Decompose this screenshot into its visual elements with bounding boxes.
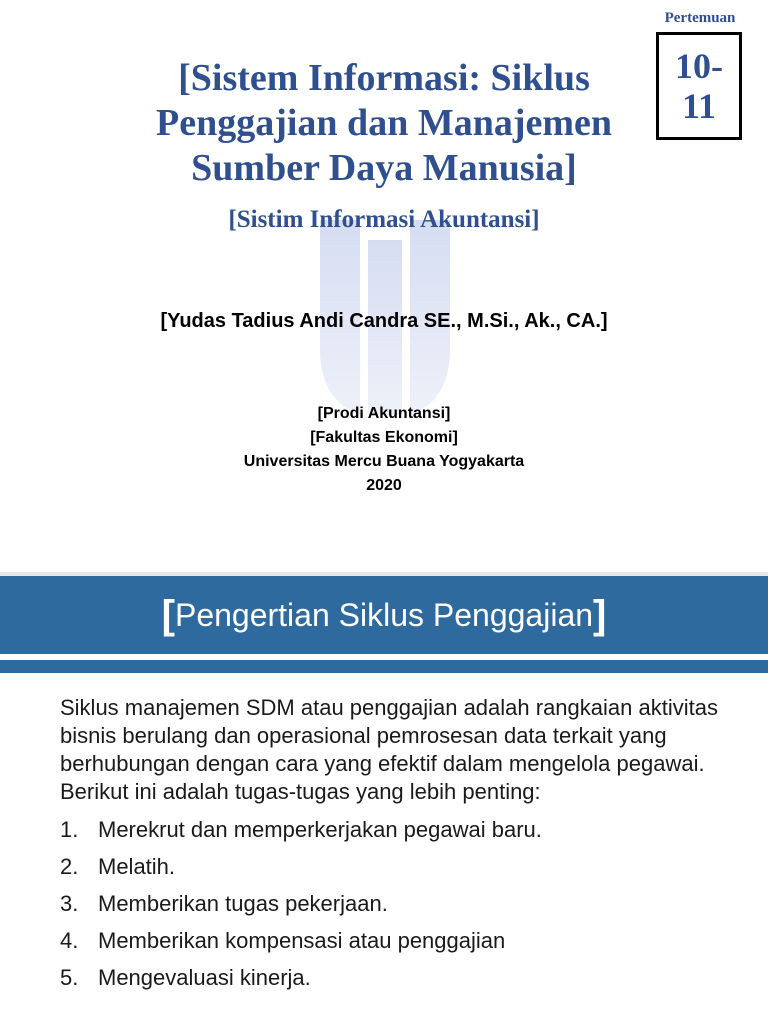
list-number: 3. (60, 891, 79, 916)
slide-title (60, 56, 708, 191)
list-number: 2. (60, 854, 79, 879)
meeting-number-line-2: 11 (681, 86, 716, 126)
meeting-label: Pertemuan (664, 10, 736, 26)
list-item (60, 890, 740, 918)
intro-paragraph: Siklus manajemen SDM atau penggajian adalah rangkaian aktivitas bisnis berulang dan operasional pemrosesan data terkait yang berhubungan dengan cara yang efektif dalam mengelola pegawai. Berikut ini adalah tugas-tugas yang lebih penting: (60, 695, 718, 804)
title-line-2: Penggajian dan Manajemen (156, 102, 612, 144)
banner-underline (0, 660, 768, 673)
list-item (60, 927, 740, 955)
title-line-3: Sumber Daya Manusia] (191, 147, 577, 189)
list-number: 5. (60, 965, 79, 990)
program-name: [Prodi Akuntansi] (317, 405, 451, 422)
affiliation-block (134, 402, 634, 498)
list-text: Memberikan tugas pekerjaan. (98, 891, 388, 916)
list-number: 1. (60, 817, 79, 842)
list-text: Memberikan kompensasi atau penggajian (98, 928, 506, 953)
slide-subtitle: [Sistim Informasi Akuntansi] (228, 206, 540, 233)
list-item (60, 964, 740, 992)
slide-body (60, 694, 740, 1001)
list-number: 4. (60, 928, 79, 953)
meeting-number-line-1: 10- (675, 46, 723, 86)
list-text: Melatih. (98, 854, 176, 879)
list-text: Merekrut dan memperkerjakan pegawai baru. (98, 817, 542, 842)
list-item (60, 816, 740, 844)
year: 2020 (366, 477, 402, 494)
heading-banner (0, 576, 768, 654)
content-slide (0, 576, 768, 1024)
university-name: Universitas Mercu Buana Yogyakarta (243, 453, 525, 470)
list-item (60, 853, 740, 881)
heading-text: Pengertian Siklus Penggajian (174, 596, 594, 633)
list-text: Mengevaluasi kinerja. (98, 965, 311, 990)
task-list (60, 816, 740, 992)
faculty-name: [Fakultas Ekonomi] (310, 429, 458, 446)
heading-bracket-open: [ (161, 592, 175, 637)
heading-bracket-close: ] (593, 592, 607, 637)
author-name: [Yudas Tadius Andi Candra SE., M.Si., Ak., CA.] (160, 310, 608, 332)
title-line-1: [Sistem Informasi: Siklus (178, 57, 590, 99)
slide-heading (162, 593, 607, 638)
